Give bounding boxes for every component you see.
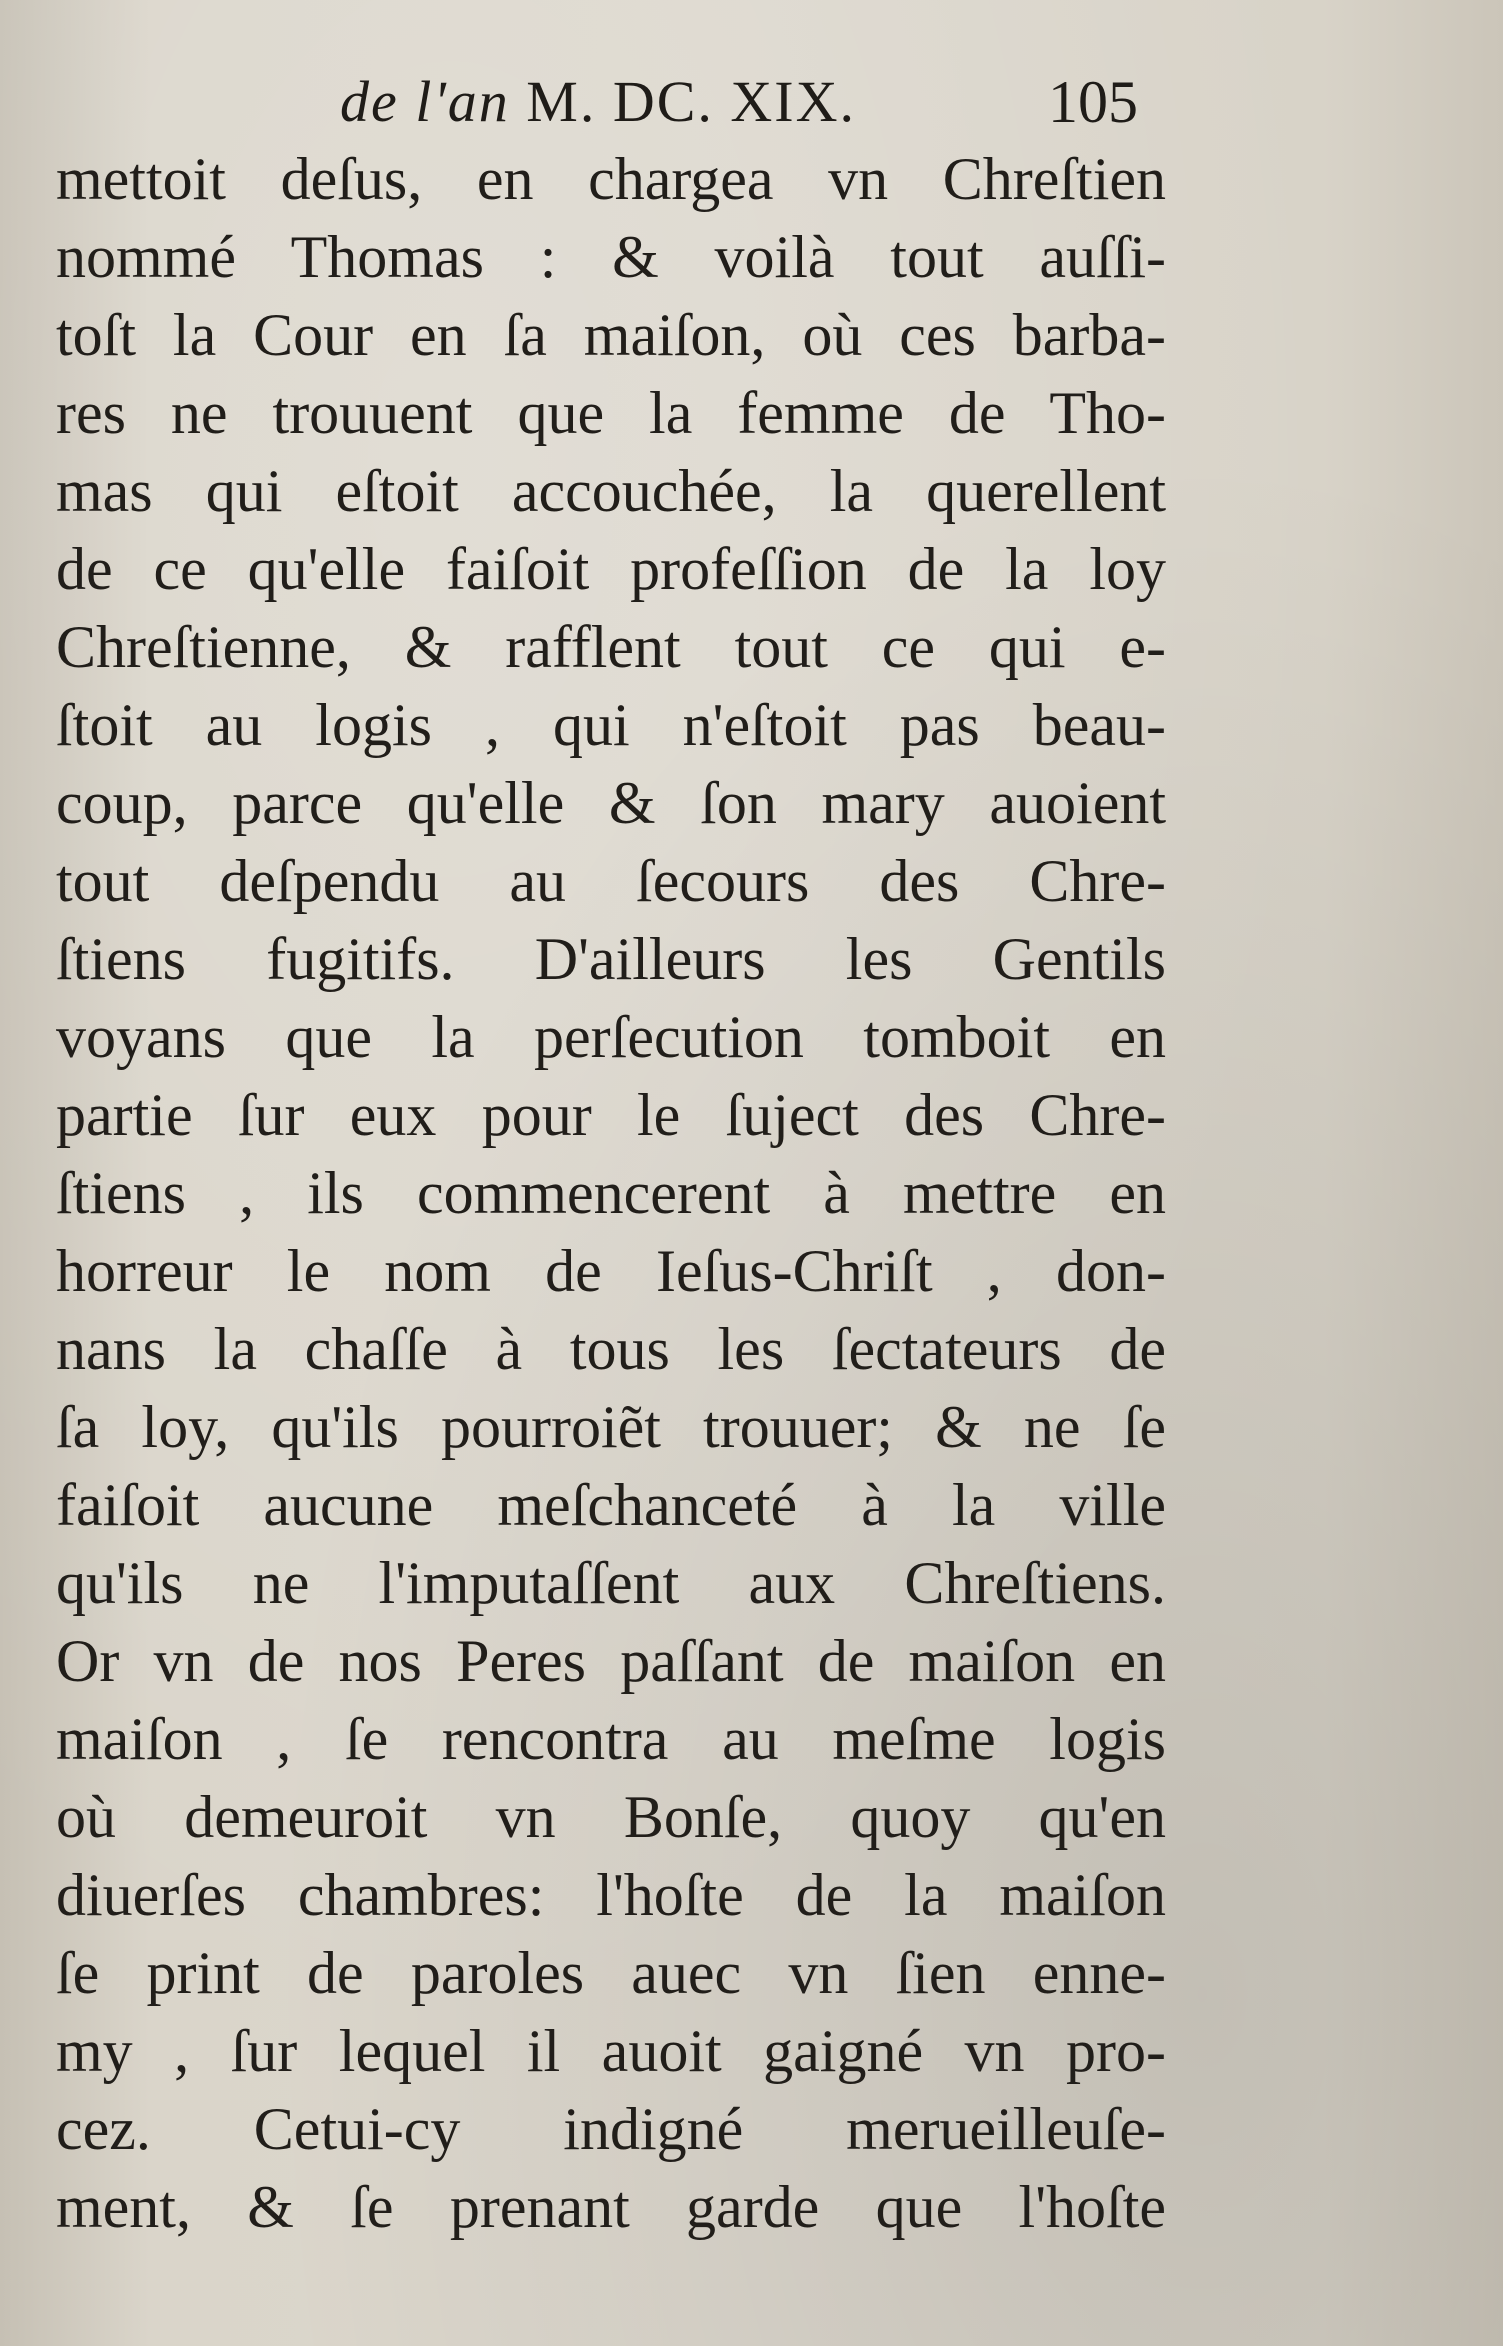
- text-line: ſe print de paroles auec vn ſien enne-: [56, 1940, 1166, 2006]
- text-line: cez. Cetui-cy indigné merueilleuſe-: [56, 2096, 1166, 2162]
- running-title-year: M. DC. XIX.: [526, 69, 856, 134]
- text-line: diuerſes chambres: l'hoſte de la maiſon: [56, 1862, 1166, 1928]
- text-line: ment, & ſe prenant garde que l'hoſte: [56, 2174, 1166, 2240]
- text-line: de ce qu'elle faiſoit profeſſion de la loy: [56, 536, 1166, 602]
- body-text: [56, 140, 1166, 2246]
- text-line: Chreſtienne, & rafflent tout ce qui e-: [56, 614, 1166, 680]
- text-line: toſt la Cour en ſa maiſon, où ces barba-: [56, 302, 1166, 368]
- text-line: qu'ils ne l'imputaſſent aux Chreſtiens.: [56, 1550, 1166, 1616]
- running-title-italic: de l'an: [340, 69, 510, 134]
- text-line: ſtoit au logis , qui n'eſtoit pas beau-: [56, 692, 1166, 758]
- text-line: horreur le nom de Ieſus-Chriſt , don-: [56, 1238, 1166, 1304]
- text-line: ſtiens , ils commencerent à mettre en: [56, 1160, 1166, 1226]
- text-line: res ne trouuent que la femme de Tho-: [56, 380, 1166, 446]
- text-line: mettoit deſus, en chargea vn Chreſtien: [56, 146, 1166, 212]
- text-line: partie ſur eux pour le ſuject des Chre-: [56, 1082, 1166, 1148]
- text-line: nommé Thomas : & voilà tout auſſi-: [56, 224, 1166, 290]
- text-line: ſtiens fugitifs. D'ailleurs les Gentils: [56, 926, 1166, 992]
- page-header: [0, 68, 1503, 138]
- text-line: voyans que la perſecution tomboit en: [56, 1004, 1166, 1070]
- text-line: my , ſur lequel il auoit gaigné vn pro-: [56, 2018, 1166, 2084]
- running-title: [340, 68, 856, 135]
- text-line: mas qui eſtoit accouchée, la querellent: [56, 458, 1166, 524]
- text-line: ſa loy, qu'ils pourroiẽt trouuer; & ne ſe: [56, 1394, 1166, 1460]
- text-line: tout deſpendu au ſecours des Chre-: [56, 848, 1166, 914]
- text-line: maiſon , ſe rencontra au meſme logis: [56, 1706, 1166, 1772]
- text-line: nans la chaſſe à tous les ſectateurs de: [56, 1316, 1166, 1382]
- text-line: Or vn de nos Peres paſſant de maiſon en: [56, 1628, 1166, 1694]
- page-number: 105: [1048, 69, 1138, 135]
- text-line: faiſoit aucune meſchanceté à la ville: [56, 1472, 1166, 1538]
- text-line: coup, parce qu'elle & ſon mary auoient: [56, 770, 1166, 836]
- text-line: où demeuroit vn Bonſe, quoy qu'en: [56, 1784, 1166, 1850]
